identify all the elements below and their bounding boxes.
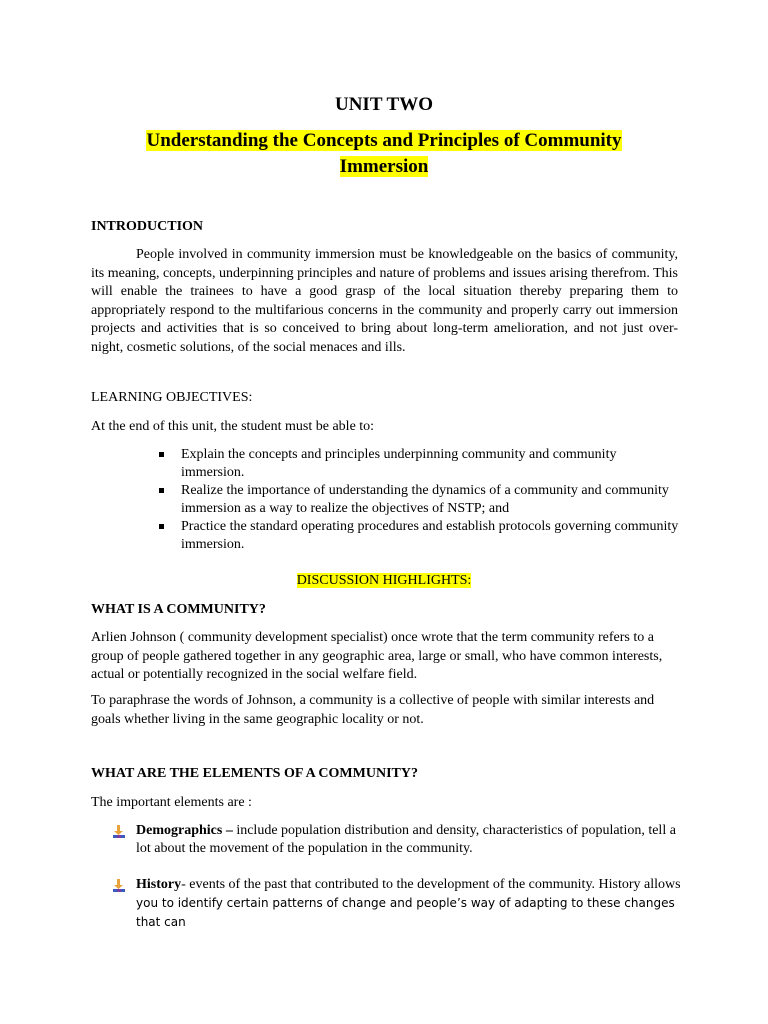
list-item: [150, 518, 680, 554]
list-item: [112, 822, 682, 858]
element-term: History: [136, 877, 182, 892]
objectives-list: [150, 446, 680, 554]
list-item: [112, 876, 682, 932]
introduction-paragraph: People involved in community immersion must be knowledgeable on the basics of community, its meaning, concepts, underpinning principles and nature of problems and issues arising therefrom. This will enable the trainees to have a good grasp of the local situation thereby preparing them to appropriately respond to the multifarious concerns in the community and properly carry out immersion projects and activities that is so conceived to bring about long-term amelioration, and not just over-night, cosmetic solutions, of the social menaces and ills.: [91, 247, 678, 355]
objective-text: Explain the concepts and principles underpinning community and community immersion.: [181, 447, 617, 480]
element-term: Demographics –: [136, 823, 233, 838]
discussion-highlights: [0, 573, 768, 589]
main-title-text: Understanding the Concepts and Principles of Community Immersion: [146, 130, 622, 177]
introduction-heading: INTRODUCTION: [91, 219, 204, 234]
bullet-square-icon: [159, 452, 164, 457]
element-description: include population distribution and density, characteristics of population, tell a lot about the movement of the population in the community.: [136, 823, 676, 856]
list-item: [150, 482, 680, 518]
objective-text: Realize the importance of understanding the dynamics of a community and community immersion as a way to realize the objectives of NSTP; and: [181, 483, 669, 516]
bullet-square-icon: [159, 524, 164, 529]
community-paraphrase-paragraph: To paraphrase the words of Johnson, a community is a collective of people with similar interests and goals whether living in the same geographic locality or not.: [91, 693, 655, 727]
element-description: - events of the past that contributed to the development of the community. History allows: [181, 877, 681, 892]
elements-list: [112, 822, 682, 932]
discussion-highlights-text: DISCUSSION HIGHLIGHTS:: [296, 573, 472, 588]
what-is-community-heading: WHAT IS A COMMUNITY?: [91, 602, 266, 617]
elements-intro: The important elements are :: [91, 795, 252, 810]
learning-objectives-heading: LEARNING OBJECTIVES:: [91, 390, 253, 405]
arrow-bullet-icon: [112, 824, 126, 838]
list-item: [150, 446, 680, 482]
community-definition-paragraph: Arlien Johnson ( community development specialist) once wrote that the term community refers to a group of people gathered together in any geographic area, large or small, who have common interests, actual or potentially recognized in the social welfare field.: [91, 630, 663, 682]
elements-heading: WHAT ARE THE ELEMENTS OF A COMMUNITY?: [91, 766, 418, 781]
unit-title: UNIT TWO: [334, 94, 434, 115]
learning-objectives-intro: At the end of this unit, the student must be able to:: [91, 419, 375, 434]
main-title: [120, 128, 648, 180]
arrow-bullet-icon: [112, 878, 126, 892]
bullet-square-icon: [159, 488, 164, 493]
element-description-continued: you to identify certain patterns of change and people’s way of adapting to these changes that can: [136, 896, 675, 929]
objective-text: Practice the standard operating procedures and establish protocols governing community immersion.: [181, 519, 679, 552]
